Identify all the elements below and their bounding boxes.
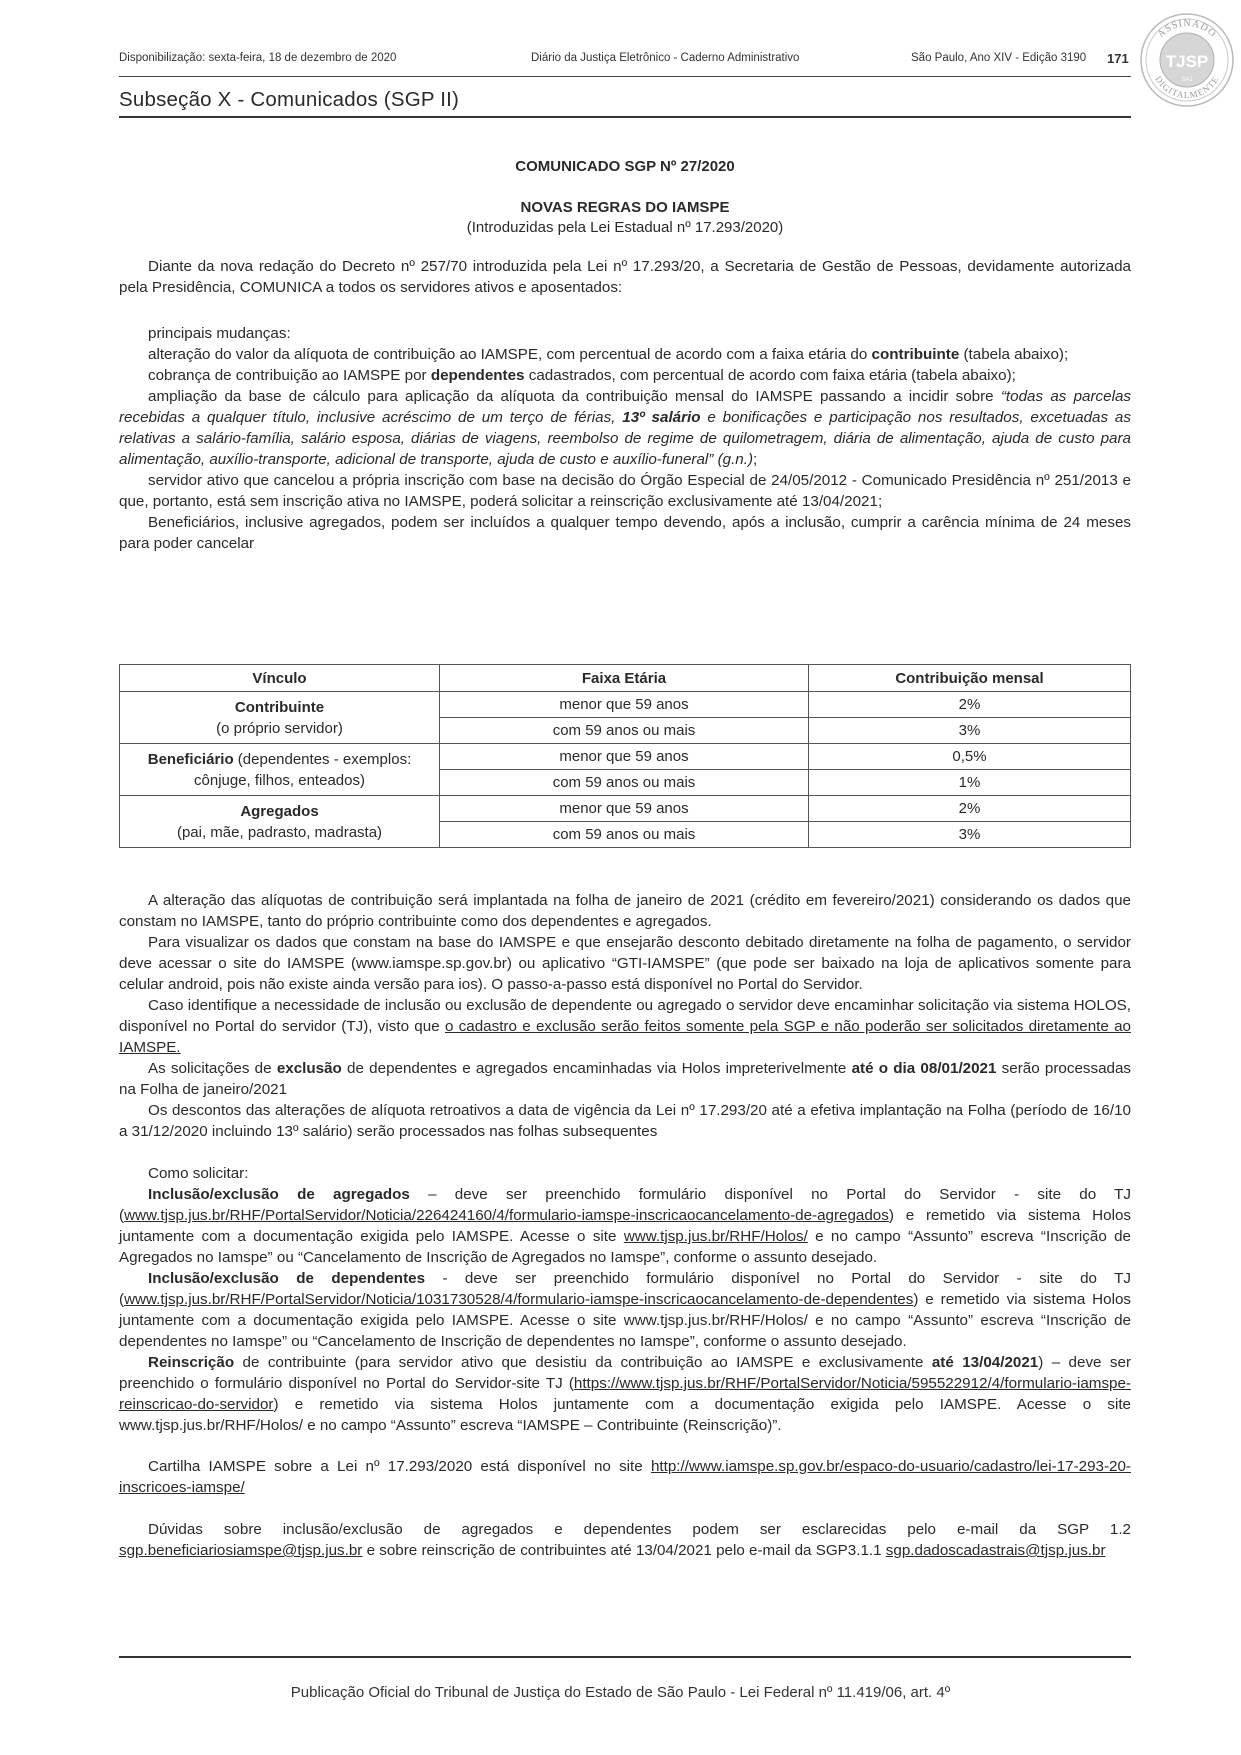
table-cell-contribuicao: 2% [809,692,1131,718]
paragraph-visualizar: Para visualizar os dados que constam na base do IAMSPE e que ensejarão desconto debitado diretamente na folha de pagamento, o servidor deve acessar o site do IAMSPE (www.iamspe.sp.gov.br) ou aplicativo “GTI-IAMSPE” (que pode ser baixado na loja de aplicativos somente para celular android, pois não existe ainda versão para ios). O passo-a-passo está disponível no Portal do Servidor. [119,934,1131,993]
table-cell-faixa: menor que 59 anos [440,692,809,718]
section-divider [119,116,1131,118]
list-item-beneficiarios: Beneficiários, inclusive agregados, podem ser incluídos a qualquer tempo devendo, após a inclusão, cumprir a carência mínima de 24 meses para poder cancelar [119,514,1131,552]
communique-subtitle-law: (Introduzidas pela Lei Estadual nº 17.293/2020) [466,219,784,236]
page-number: 171 [1107,51,1129,66]
link-form-reinscricao[interactable]: https://www.tjsp.jus.br/RHF/PortalServidor/Noticia/595522912/4/formulario-iamspe-reinscricao-do-servidor [119,1375,1131,1413]
contribution-table [119,664,1131,848]
paragraph-retroativos: Os descontos das alterações de alíquota retroativos a data de vigência da Lei nº 17.293/20 até a efetiva implantação na Folha (período de 16/10 a 31/12/2020 incluindo 13º salário) serão processados nas folhas subsequentes [119,1102,1131,1140]
cartilha-note [119,1456,1131,1498]
table-header-faixa: Faixa Etária [440,665,809,692]
paragraph-holos: Caso identifique a necessidade de inclusão ou exclusão de dependente ou agregado o servidor deve encaminhar solicitação via sistema HOLOS, disponível no Portal do servidor (TJ), visto que o cadastro e exclusão serão feitos somente pela SGP e não poderão ser solicitados diretamente ao IAMSPE. [119,997,1131,1056]
table-header-contribuicao: Contribuição mensal [809,665,1131,692]
link-form-agregados[interactable]: www.tjsp.jus.br/RHF/PortalServidor/Noticia/226424160/4/formulario-iamspe-inscricaocancelamento-de-agregados [124,1207,889,1224]
table-cell-vinculo: Contribuinte (o próprio servidor) [120,692,440,744]
table-row [120,744,1131,770]
table-cell-vinculo: Agregados (pai, mãe, padrasto, madrasta) [120,796,440,848]
table-cell-contribuicao: 1% [809,770,1131,796]
table-cell-contribuicao: 0,5% [809,744,1131,770]
table-cell-contribuicao: 3% [809,718,1131,744]
paragraph-reinscricao: Reinscrição de contribuinte (para servidor ativo que desistiu da contribuição ao IAMSPE e exclusivamente até 13/04/2021) – deve ser preenchido o formulário disponível no Portal do Servidor-site TJ (https://www.tjsp.jus.br/RHF/PortalServidor/Noticia/595522912/4/formulario-iamspe-reinscricao-do-servidor) e remetido via sistema Holos juntamente com a documentação exigida pelo IAMSPE. Acesse o site www.tjsp.jus.br/RHF/Holos/ e no campo “Assunto” escreva “IAMSPE – Contribuinte (Reinscrição)”. [119,1354,1132,1434]
table-row [120,796,1131,822]
list-item-dependentes: cobrança de contribuição ao IAMSPE por dependentes cadastrados, com percentual de acordo com faixa etária (tabela abaixo); [148,367,1016,384]
table-cell-faixa: menor que 59 anos [440,796,809,822]
link-email-cadastrais[interactable]: sgp.dadoscadastrais@tjsp.jus.br [885,1542,1106,1559]
footer-divider [119,1656,1131,1658]
communique-body [119,150,1131,554]
table-cell-faixa: com 59 anos ou mais [440,770,809,796]
intro-paragraph: Diante da nova redação do Decreto nº 257/70 introduzida pela Lei nº 17.293/20, a Secretaria de Gestão de Pessoas, devidamente autorizada pela Presidência, COMUNICA a todos os servidores ativos e aposentados: [119,258,1131,296]
link-form-dependentes[interactable]: www.tjsp.jus.br/RHF/PortalServidor/Noticia/1031730528/4/formulario-iamspe-inscricaocancelamento-de-dependentes [124,1291,914,1308]
table-cell-faixa: menor que 59 anos [440,744,809,770]
communique-title: COMUNICADO SGP Nº 27/2020 [515,158,735,175]
table-cell-faixa: com 59 anos ou mais [440,718,809,744]
seal-small-text: SAJ [1181,77,1193,83]
table-row [120,692,1131,718]
contact-note [119,1519,1131,1561]
table-header-vinculo: Vínculo [120,665,440,692]
table-header-row [120,665,1131,692]
how-to-title: Como solicitar: [148,1165,249,1182]
implementation-notes [119,890,1131,1142]
list-item-base-calculo: ampliação da base de cálculo para aplicação da alíquota da contribuição mensal do IAMSPE passando a incidir sobre “todas as parcelas recebidas a qualquer título, inclusive acréscimo de um terço de férias, 13º salário e bonificações e participação nos resultados, excetuadas as relativas a salário-família, salário esposa, diárias de viagens, reembolso de regime de quilometragem, diária de alimentação, ajuda de custo para alimentação, auxílio-transporte, adicional de transporte, ajuda de custo e auxílio-funeral” (g.n.); [119,388,1131,468]
seal-bottom-text: DIGITALMENTE [1153,74,1221,101]
table-cell-vinculo: Beneficiário (dependentes - exemplos: cônjuge, filhos, enteados) [120,744,440,796]
section-title: Subseção X - Comunicados (SGP II) [119,88,460,111]
paragraph-agregados: Inclusão/exclusão de agregados – deve ser preenchido formulário disponível no Portal do Servidor - site do TJ (www.tjsp.jus.br/RHF/PortalServidor/Noticia/226424160/4/formulario-iamspe-inscricaocancelamento-de-agregados) e remetido via sistema Holos juntamente com a documentação exigida pelo IAMSPE. Acesse o site www.tjsp.jus.br/RHF/Holos/ e no campo “Assunto” escreva “Inscrição de Agregados no Iamspe” ou “Cancelamento de Inscrição de Agregados no Iamspe”, conforme o assunto desejado. [119,1186,1131,1266]
digital-signature-seal-icon [1139,12,1235,108]
header-divider [119,76,1131,77]
link-cartilha[interactable]: http://www.iamspe.sp.gov.br/espaco-do-usuario/cadastro/lei-17-293-20-inscricoes-iamspe/ [119,1458,1131,1496]
list-item-reinscricao: servidor ativo que cancelou a própria inscrição com base na decisão do Órgão Especial de 24/05/2012 - Comunicado Presidência nº 251/2013 e que, portanto, está sem inscrição ativa no IAMSPE, poderá solicitar a reinscrição exclusivamente até 13/04/2021; [119,472,1131,510]
table-cell-faixa: com 59 anos ou mais [440,822,809,848]
list-intro: principais mudanças: [148,325,291,342]
paragraph-implantacao: A alteração das alíquotas de contribuição será implantada na folha de janeiro de 2021 (crédito em fevereiro/2021) considerando os dados que constam no IAMSPE, tanto do próprio contribuinte como dos dependentes e agregados. [119,892,1131,930]
list-item-aliquota: alteração do valor da alíquota de contribuição ao IAMSPE, com percentual de acordo com a faixa etária do contribuinte (tabela abaixo); [148,346,1069,363]
communique-subtitle: NOVAS REGRAS DO IAMSPE [520,199,730,216]
footer-text: Publicação Oficial do Tribunal de Justiça do Estado de São Paulo - Lei Federal nº 11.419/06, art. 4º [290,1684,951,1701]
link-holos[interactable]: www.tjsp.jus.br/RHF/Holos/ [623,1228,808,1245]
seal-center-text: TJSP [1165,52,1209,71]
table-cell-contribuicao: 3% [809,822,1131,848]
paragraph-dependentes: Inclusão/exclusão de dependentes - deve ser preenchido formulário disponível no Portal do Servidor - site do TJ (www.tjsp.jus.br/RHF/PortalServidor/Noticia/1031730528/4/formulario-iamspe-inscricaocancelamento-de-dependentes) e remetido via sistema Holos juntamente com a documentação exigida pelo IAMSPE. Acesse o site www.tjsp.jus.br/RHF/Holos/ e no campo “Assunto” escreva “Inscrição de dependentes no Iamspe” ou “Cancelamento de Inscrição de dependentes no Iamspe”, conforme o assunto desejado. [119,1270,1131,1350]
header-journal: Diário da Justiça Eletrônico - Caderno Administrativo [531,52,800,64]
table-cell-contribuicao: 2% [809,796,1131,822]
header-edition: São Paulo, Ano XIV - Edição 3190 [911,52,1087,64]
paragraph-exclusao: As solicitações de exclusão de dependentes e agregados encaminhadas via Holos impreterivelmente até o dia 08/01/2021 serão processadas na Folha de janeiro/2021 [119,1060,1132,1098]
paragraph-cartilha: Cartilha IAMSPE sobre a Lei nº 17.293/2020 está disponível no site http://www.iamspe.sp.gov.br/espaco-do-usuario/cadastro/lei-17-293-20-inscricoes-iamspe/ [119,1458,1131,1496]
link-email-beneficiarios[interactable]: sgp.beneficiariosiamspe@tjsp.jus.br [119,1542,363,1559]
seal-top-text: ASSINADO [1155,17,1219,40]
how-to-request [119,1163,1131,1436]
header-date: Disponibilização: sexta-feira, 18 de dezembro de 2020 [119,52,397,64]
paragraph-duvidas: Dúvidas sobre inclusão/exclusão de agregados e dependentes podem ser esclarecidas pelo e-mail da SGP 1.2 sgp.beneficiariosiamspe@tjsp.jus.br e sobre reinscrição de contribuintes até 13/04/2021 pelo e-mail da SGP3.1.1 sgp.dadoscadastrais@tjsp.jus.br [119,1521,1131,1559]
